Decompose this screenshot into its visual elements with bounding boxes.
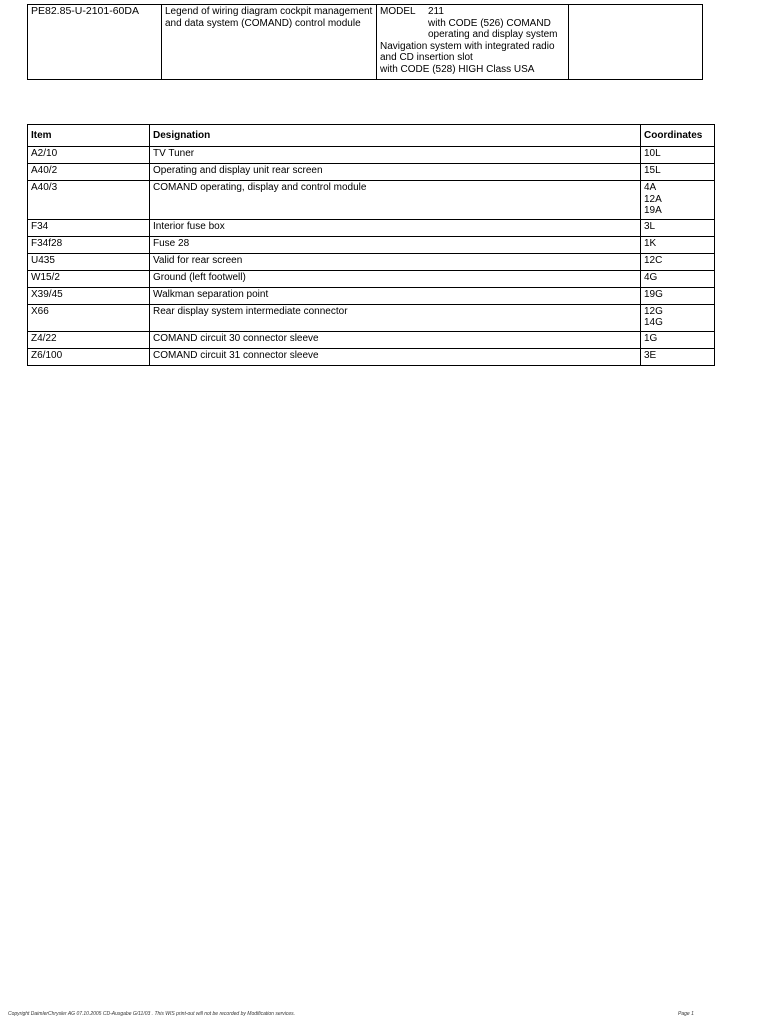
table-row	[28, 331, 715, 348]
variant-line: and CD insertion slot	[380, 52, 473, 63]
coordinates-cell	[641, 253, 715, 270]
coordinates-cell	[641, 331, 715, 348]
designation-cell: Ground (left footwell)	[150, 270, 641, 287]
model-value: 211	[428, 6, 444, 17]
variant-line: Navigation system with integrated radio	[380, 40, 555, 52]
coordinates-cell	[641, 181, 715, 220]
table-row	[28, 219, 715, 236]
coordinate-value: 12G	[644, 305, 663, 317]
coordinates-cell	[641, 219, 715, 236]
header-empty-cell	[569, 5, 703, 80]
item-cell: F34f28	[28, 236, 150, 253]
variant-line: with CODE (528) HIGH Class USA	[380, 63, 535, 75]
coordinates-cell	[641, 270, 715, 287]
designation-cell: COMAND operating, display and control module	[150, 181, 641, 220]
item-cell: Z4/22	[28, 331, 150, 348]
table-row	[28, 253, 715, 270]
coordinates-cell	[641, 164, 715, 181]
designation-cell: Walkman separation point	[150, 287, 641, 304]
table-row	[28, 304, 715, 331]
table-row	[28, 181, 715, 220]
designation-cell: Fuse 28	[150, 236, 641, 253]
coordinate-value: 4A	[644, 182, 657, 193]
column-header-coordinates: Coordinates	[641, 125, 715, 147]
coordinate-value: 3L	[644, 220, 656, 232]
table-row	[28, 236, 715, 253]
model-label: MODEL	[380, 6, 416, 17]
model-code-line: operating and display system	[428, 29, 558, 40]
column-header-item: Item	[28, 125, 150, 147]
item-cell: A2/10	[28, 147, 150, 164]
coordinates-cell	[641, 236, 715, 253]
designation-cell: Rear display system intermediate connector	[150, 304, 641, 331]
column-header-designation: Designation	[150, 125, 641, 147]
designation-cell: TV Tuner	[150, 147, 641, 164]
coordinates-cell	[641, 304, 715, 331]
table-row	[28, 164, 715, 181]
coordinates-cell	[641, 348, 715, 365]
item-cell: X66	[28, 304, 150, 331]
coordinate-value: 19A	[644, 205, 662, 216]
model-code-line: with CODE (526) COMAND	[428, 17, 551, 29]
table-row	[28, 270, 715, 287]
designation-cell: Operating and display unit rear screen	[150, 164, 641, 181]
coordinate-value: 1G	[644, 332, 658, 344]
designation-cell: COMAND circuit 31 connector sleeve	[150, 348, 641, 365]
table-row	[28, 287, 715, 304]
table-row	[28, 348, 715, 365]
coordinate-value: 12C	[644, 254, 663, 266]
coordinate-value: 3E	[644, 349, 657, 361]
coordinate-value: 15L	[644, 165, 661, 176]
coordinate-value: 1K	[644, 237, 657, 249]
coordinates-cell	[641, 147, 715, 164]
item-cell: A40/3	[28, 181, 150, 220]
legend-table	[27, 124, 715, 366]
item-cell: A40/2	[28, 164, 150, 181]
item-cell: Z6/100	[28, 348, 150, 365]
coordinate-value: 10L	[644, 148, 661, 159]
coordinate-value: 19G	[644, 288, 663, 300]
copyright-footer: Copyright DaimlerChrysler AG 07.10.2005 CD-Ausgabe G/11/03 . This WIS print-out will not be recorded by Modification services.	[8, 1011, 296, 1017]
document-header-table	[27, 4, 703, 80]
designation-cell: COMAND circuit 30 connector sleeve	[150, 331, 641, 348]
table-header-row	[28, 125, 715, 147]
coordinates-cell	[641, 287, 715, 304]
item-cell: X39/45	[28, 287, 150, 304]
designation-cell: Interior fuse box	[150, 219, 641, 236]
model-info	[377, 5, 569, 80]
table-row	[28, 147, 715, 164]
coordinate-value: 12A	[644, 193, 662, 205]
item-cell: W15/2	[28, 270, 150, 287]
coordinate-value: 4G	[644, 271, 658, 283]
designation-cell: Valid for rear screen	[150, 253, 641, 270]
coordinate-value: 14G	[644, 317, 663, 328]
item-cell: F34	[28, 219, 150, 236]
document-id: PE82.85-U-2101-60DA	[28, 5, 162, 80]
item-cell: U435	[28, 253, 150, 270]
legend-title: Legend of wiring diagram cockpit management and data system (COMAND) control module	[162, 5, 377, 80]
page-number: Page 1	[678, 1011, 694, 1017]
